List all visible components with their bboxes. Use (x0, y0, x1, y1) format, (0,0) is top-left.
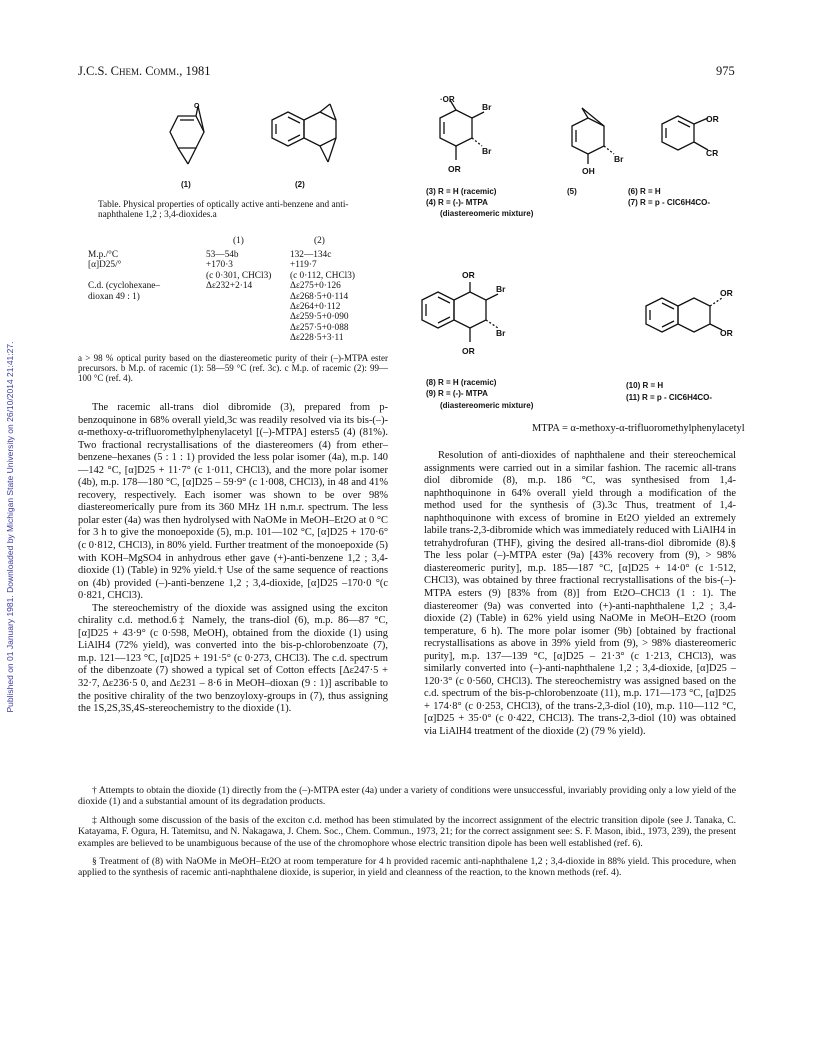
paragraph-stereochemistry: The stereochemistry of the dioxide was assigned using the exciton chirality c.d. method.6‡ Namely, the trans-diol (6), m.p. 86—87 °C, [α]D25 + 43·9° (c 0·598, MeOH), obtained from the dioxide (1) using LiAlH4 (72% yield), was converted into the bis-p-chlorobenzoate (7), m.p. 121—123 °C, [α]D25 + 191·5° (c 0·273, CHCl3). The c.d. spectrum of the dibenzoate (7) showed a typical set of Cotton effects [Δε247·5 + 32·7, Δε236·5 0, and Δε231 – 8·6 in MeOH–dioxan (9 : 1)] ascribable to the positive chirality of the two benzoyloxy-groups in (7), thus assigning the 1S,2S,3S,4S-stereochemistry to the dioxide (1). (78, 602, 388, 715)
table-cell-v1: 53—54b (206, 250, 239, 260)
table-cell-v2: Δε264+0·112 (290, 301, 341, 312)
table-cell-v2: Δε259·5+0·090 (290, 312, 349, 323)
properties-table (88, 250, 388, 344)
footnote-double-dagger: ‡ Although some discussion of the basis of the exciton c.d. method has been stimulated by the incorrect assignment of the electric transition dipole (see J. Tanaka, C. Katayama, F. Ogura, H. Tatemitsu, and N. Nakagawa, J. Chem. Soc., Chem. Commun., 1973, 21; for the correct assignment see: S. F. Mason, ibid., 1973, 239), the present examples are believed to be unambiguous because of the use of the chromophore whose electric transition dipole has been well established (ref. 6). (78, 814, 736, 849)
page-number: 975 (716, 64, 735, 78)
mtpa-definition: MTPA = α-methoxy-α-trifluoromethylphenylacetyl (532, 423, 745, 434)
table-col-1-header: (1) (233, 236, 244, 246)
structure-6-7 (642, 108, 732, 168)
table-row (88, 250, 388, 260)
table-row (88, 292, 388, 302)
label-compound-10: (10) R = H (626, 381, 664, 390)
svg-text:OR: OR (462, 270, 475, 280)
label-compound-4-note: (diastereomeric mixture) (440, 209, 534, 218)
provenance-sidebar: Published on 01 January 1981. Downloaded by Michigan State University on 26/10/2014 21:41:27. (5, 341, 15, 713)
structure-8-9 (412, 270, 522, 370)
table-row (88, 312, 388, 322)
structure-2 (262, 104, 352, 174)
footnote-section: § Treatment of (8) with NaOMe in MeOH–Et2O at room temperature for 4 h provided racemic anti-naphthalene 1,2 ; 3,4-dioxide in 88% yield. This procedure, when applied to the synthesis of racemic anti-naphthalene dioxide, is superior, in yield and cleanness of the reaction, to the known methods (ref. 4). (78, 856, 736, 879)
right-column (424, 450, 736, 739)
svg-text:Br: Br (496, 328, 506, 338)
svg-text:O: O (194, 103, 200, 110)
label-compound-8: (8) R = H (racemic) (426, 378, 497, 387)
table-col-2-header: (2) (314, 236, 325, 246)
svg-text:Br: Br (614, 154, 624, 164)
paragraph-naphthalene: Resolution of anti-dioxides of naphthalene and their stereochemical assignments were carried out in a similar fashion. The racemic all-trans diol dibromide (8), m.p. 186 °C, was synthesised from 1,4-naphthoquinone in 64% overall yield through a modification of the method used for the synthesis of (3).3c Thus, treatment of 1,4-naphthoquinone with excess of bromine in Et2O yielded an extremely labile trans-2,3-dibromide which was immediately reduced with LiAlH4 in tetrahydrofuran (THF), giving the desired all-trans-diol dibromide (8).§ The less polar (–)-MTPA ester (9a) [43% recovery from (9), > 98% diastereomeric purity], m.p. 185—187 °C, [α]D25 + 14·0° (c 1·512, CHCl3), was obtained by three fractional recrystallisations of the bis-(–)-MTPA esters (9) [83% from (8)] from Et2O–CHCl3 (1 : 1). The diastereomer (9a) was converted into (+)-anti-naphthalene 1,2 ; 3,4-dioxide (2) (Table) in 62% yield using NaOMe in MeOH–Et2O (room temperature, 6 h). The more polar isomer (9b) [obtained by fractional recrystallisations as above in 39% yield from (9), > 98% diastereomeric purity], m.p. 137—139 °C, [α]D25 – 21·3° (c 1·213, CHCl3), was similarly converted into (–)-anti-naphthalene 1,2 ; 3,4-dioxide, [α]D25 – 120·3° (c 0·560, CHCl3). The stereochemistry was assigned based on the c.d. spectrum of the bis-p-chlorobenzoate (11), m.p. 171—173 °C, [α]D25 + 174·8° (c 0·253, CHCl3), of the trans-2,3-diol (10), m.p. 110—112 °C, [α]D25 + 35·0° (c 0·422, CHCl3). The trans-2,3-diol (10) was obtained via LiAlH4 treatment of the dioxide (2) (79 % yield). (424, 450, 736, 738)
table-row (88, 271, 388, 281)
table-cell-label: dioxan 49 : 1) (88, 291, 140, 302)
table-row (88, 260, 388, 270)
svg-text:OR: OR (720, 328, 733, 338)
label-compound-6: (6) R = H (628, 187, 661, 196)
table-cell-v2: 132—134c (290, 250, 332, 260)
table-row (88, 333, 388, 343)
journal-header: J.C.S. Chem. Comm., 1981 (78, 64, 211, 78)
label-compound-7: (7) R = p - ClC6H4CO- (628, 198, 711, 207)
table-caption: Table. Physical properties of optically active anti-benzene and anti-naphthalene 1,2 ; 3,4-dioxides.a (98, 200, 349, 221)
svg-text:OR: OR (706, 114, 719, 124)
table-cell-v2: (c 0·112, CHCl3) (290, 270, 355, 281)
svg-text:Br: Br (496, 284, 506, 294)
svg-text:OH: OH (582, 166, 595, 176)
table-cell-v2: Δε268·5+0·114 (290, 291, 349, 302)
footnotes (78, 785, 736, 886)
table-row (88, 281, 388, 291)
table-footnote: a > 98 % optical purity based on the diastereometic purity of their (–)-MTPA ester precursors. b M.p. of racemic (1): 58—59 °C (ref. 3c). c M.p. of racemic (2): 99—100 °C (ref. 4). (78, 353, 388, 383)
paragraph-resolution-benzene: The racemic all-trans diol dibromide (3), prepared from p-benzoquinone in 68% overall yield,3c was readily resolved via its bis-(–)-α-methoxy-α-trifluoromethylphenylacetyl [(–)-MTPA] esters5 (4) (81%). Two fractional recrystallisations of the diastereomers (4) from ether–benzene–hexanes (5 : 1 : 1) provided the less polar isomer (4a), m.p. 140—142 °C, [α]D25 + 11·7° (c 1·011, CHCl3), and the more polar isomer (4b), m.p. 178—180 °C, [α]D25 – 59·9° (c 1·008, CHCl3), in 48 and 41% recovery, respectively. Each isomer was shown to be over 98% diastereomerically pure from its 360 MHz 1H n.m.r. spectrum. The less polar ester (4a) was then hydrolysed with NaOMe in MeOH–Et2O at 0 °C for 3 h to give the monoepoxide (5), m.p. 101—102 °C, [α]D25 + 170·6° (c 0·812, CHCl3), in 80% yield. Further treatment of the monoepoxide (5) with KOH–MgSO4 in anhydrous ether gave (+)-anti-benzene 1,2 ; 3,4-dioxide (1) (Table) in 92% yield.† Use of the same sequence of reactions on (4b) provided (–)-anti-benzene 1,2 ; 3,4-dioxide, [α]D25 –170·0 °(c 0·821, CHCl3). (78, 402, 388, 602)
label-compound-2: (2) (295, 180, 305, 189)
table-cell-label: [α]D25/° (88, 260, 122, 271)
table-cell-v2: Δε257·5+0·088 (290, 322, 349, 333)
table-cell-v1: +170·3 (206, 260, 233, 271)
svg-text:·OR: ·OR (440, 95, 455, 104)
svg-text:OR: OR (720, 288, 733, 298)
table-row (88, 302, 388, 312)
label-compound-11: (11) R = p - ClC6H4CO- (626, 393, 713, 402)
label-compound-9-note: (diastereomeric mixture) (440, 401, 534, 410)
svg-text:Br: Br (482, 146, 492, 156)
structure-5 (552, 104, 632, 179)
structure-3-4 (410, 96, 500, 176)
svg-text:CR: CR (706, 148, 719, 158)
label-compound-5: (5) (567, 187, 577, 196)
table-cell-label: C.d. (cyclohexane– (88, 281, 161, 292)
svg-text:OR: OR (448, 164, 461, 174)
svg-text:OR: OR (462, 346, 475, 356)
label-compound-9: (9) R = (-)- MTPA (426, 389, 488, 398)
label-compound-3: (3) R = H (racemic) (426, 187, 497, 196)
structure-1 (158, 104, 218, 174)
table-cell-v2: +119·7 (290, 260, 317, 271)
label-compound-1: (1) (181, 180, 191, 189)
footnote-dagger: † Attempts to obtain the dioxide (1) directly from the (–)-MTPA ester (4a) under a variety of conditions were unsuccessful, invariably providing only a low yield of the dioxide (1) and a substantial amount of its degradation products. (78, 785, 736, 808)
table-row (88, 323, 388, 333)
left-column (78, 402, 388, 716)
table-cell-label: M.p./°C (88, 250, 119, 260)
table-cell-v1: (c 0·301, CHCl3) (206, 270, 272, 281)
table-cell-v2: Δε275+0·126 (290, 281, 341, 292)
label-compound-4: (4) R = (-)- MTPA (426, 198, 488, 207)
table-cell-v2: Δε228·5+3·11 (290, 333, 344, 344)
svg-text:Br: Br (482, 102, 492, 112)
table-cell-v1: Δε232+2·14 (206, 281, 253, 292)
structure-10-11 (640, 290, 740, 350)
